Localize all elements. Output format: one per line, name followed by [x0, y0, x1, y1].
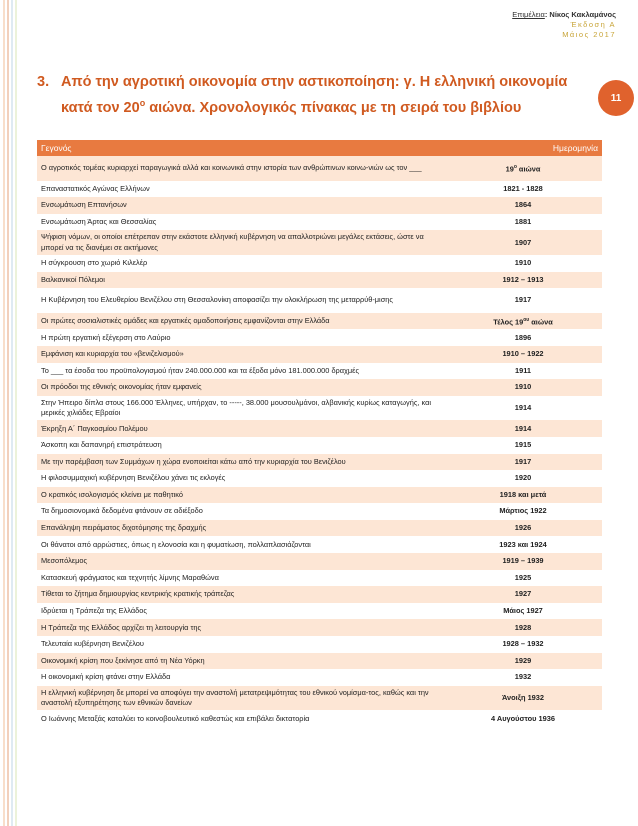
title-line-2: κατά τον $20^o$ αιώνα. Χρονολογικός πίνακας με τη σειρά του βιβλίου [61, 98, 522, 116]
table-row [37, 230, 602, 255]
date-cell: 1923 και 1924 [444, 536, 602, 553]
date-cell: 1821 - 1828 [444, 181, 602, 198]
event-cell: Η φιλοσυμμαχική κυβέρνηση Βενιζέλου χάνει τις εκλογές [37, 470, 444, 487]
page-title [37, 72, 597, 119]
date-cell: 1917 [444, 288, 602, 313]
date-cell: 1929 [444, 653, 602, 670]
table-row [37, 313, 602, 330]
event-cell: Οι πρόοδοι της εθνικής οικονομίας ήταν εμφανείς [37, 379, 444, 396]
event-cell: Άσκοπη και δαπανηρή επιστράτευση [37, 437, 444, 454]
table-row [37, 197, 602, 214]
date-cell: Άνοιξη 1932 [444, 686, 602, 711]
title-line-1: Από την αγροτική οικονομία στην αστικοποίηση: γ. Η ελληνική οικονομία [61, 74, 568, 90]
event-cell: Έκρηξη Α΄ Παγκοσμίου Πολέμου [37, 420, 444, 437]
date-cell: 1914 [444, 420, 602, 437]
table-body [37, 156, 602, 727]
event-cell: Τίθεται το ζήτημα δημιουργίας κεντρικής κρατικής τράπεζας [37, 586, 444, 603]
event-cell: Ενσωμάτωση Άρτας και Θεσσαλίας [37, 214, 444, 231]
event-cell: Επανάληψη πειράματος διχοτόμησης της δραχμής [37, 520, 444, 537]
date-cell: 1881 [444, 214, 602, 231]
event-cell: Ενσωμάτωση Επτανήσων [37, 197, 444, 214]
date-cell: $19^o$ αιώνα [444, 156, 602, 181]
event-cell: Ο κρατικός ισολογισμός κλείνει με παθητικό [37, 487, 444, 504]
date-cell: 1915 [444, 437, 602, 454]
event-cell: Η Τράπεζα της Ελλάδος αρχίζει τη λειτουργία της [37, 619, 444, 636]
table-row [37, 379, 602, 396]
table-row [37, 636, 602, 653]
table-row [37, 553, 602, 570]
table-row [37, 156, 602, 181]
table-row [37, 710, 602, 727]
table-row [37, 653, 602, 670]
decorative-side-lines [0, 0, 30, 826]
table-row [37, 288, 602, 313]
column-header-date: Ημερομηνία [444, 140, 602, 156]
table-row [37, 536, 602, 553]
event-cell: Οι θάνατοι από αρρώστιες, όπως η ελονοσία και η φυματίωση, πολλαπλασιάζονται [37, 536, 444, 553]
event-cell: Η οικονομική κρίση φτάνει στην Ελλάδα [37, 669, 444, 686]
table-row [37, 363, 602, 380]
table-row [37, 329, 602, 346]
date-cell: 1919 – 1939 [444, 553, 602, 570]
event-cell: Στην Ήπειρο δίπλα στους 166.000 Έλληνες, υπήρχαν, το -----, 38.000 μουσουλμάνοι, αλβανικής κυρίως καταγωγής, και μερικές χιλιάδες Εβραίοι [37, 396, 444, 421]
date-cell: 1928 – 1932 [444, 636, 602, 653]
date-cell: Μάρτιος 1922 [444, 503, 602, 520]
event-cell: Επαναστατικός Αγώνας Ελλήνων [37, 181, 444, 198]
table-row [37, 470, 602, 487]
event-cell: Οικονομική κρίση που ξεκίνησε από τη Νέα Υόρκη [37, 653, 444, 670]
table-row [37, 503, 602, 520]
date-cell: 1920 [444, 470, 602, 487]
date-cell: 1896 [444, 329, 602, 346]
event-cell: Η Κυβέρνηση του Ελευθερίου Βενιζέλου στη Θεσσαλονίκη αποφασίζει την ολοκλήρωση της μεταρρύθ-μισης [37, 288, 444, 313]
table-row [37, 272, 602, 289]
date-cell: 1914 [444, 396, 602, 421]
table-row [37, 619, 602, 636]
edition-date: Μάιος 2017 [562, 30, 616, 39]
page-header [512, 10, 616, 40]
table-row [37, 669, 602, 686]
date-cell: Τέλος $19^{o\upsilon}$ αιώνα [444, 313, 602, 330]
table-row [37, 255, 602, 272]
chronology-table [37, 140, 602, 727]
date-cell: 1907 [444, 230, 602, 255]
table-row [37, 454, 602, 471]
date-cell: 1917 [444, 454, 602, 471]
table-row [37, 214, 602, 231]
date-cell: 1910 [444, 255, 602, 272]
table-row [37, 346, 602, 363]
date-cell: Μάιος 1927 [444, 603, 602, 620]
event-cell: Η σύγκρουση στο χωριό Κιλελέρ [37, 255, 444, 272]
date-cell: 1918 και μετά [444, 487, 602, 504]
event-cell: Ο αγροτικός τομέας κυριαρχεί παραγωγικά αλλά και κοινωνικά στην ιστορία των ανθρώπινων κοινω-νιών ως τον ___ [37, 156, 444, 181]
section-number: 3. [37, 74, 50, 90]
event-cell: Οι πρώτες σοσιαλιστικές ομάδες και εργατικές ομαδοποιήσεις εμφανίζονται στην Ελλάδα [37, 313, 444, 330]
date-cell: 1927 [444, 586, 602, 603]
event-cell: Βαλκανικοί Πόλεμοι [37, 272, 444, 289]
table-header-row [37, 140, 602, 156]
editor-credit: Επιμέλεια: Νίκος Κακλαμάνος [512, 10, 616, 19]
event-cell: Η ελληνική κυβέρνηση δε μπορεί να αποφύγει την αναστολή μετατρεψιμότητας του εθνικού νομίσμα-τος, καθώς και την αναστολή εξυπηρέτησης των εθνικών δανείων [37, 686, 444, 711]
event-cell: Μεσοπόλεμος [37, 553, 444, 570]
event-cell: Τα δημοσιονομικά δεδομένα φτάνουν σε αδιέξοδο [37, 503, 444, 520]
event-cell: Ιδρύεται η Τράπεζα της Ελλάδος [37, 603, 444, 620]
date-cell: 1910 – 1922 [444, 346, 602, 363]
date-cell: 4 Αυγούστου 1936 [444, 710, 602, 727]
date-cell: 1864 [444, 197, 602, 214]
table-row [37, 420, 602, 437]
event-cell: Ψήφιση νόμων, οι οποίοι επέτρεπαν στην εκάστοτε ελληνική κυβέρνηση να απαλλοτριώνει μεγάλες εκτάσεις, ώστε να μπορεί να τις διανέμει σε ακτήμονες [37, 230, 444, 255]
page-number-badge: 11 [598, 80, 634, 116]
event-cell: Κατασκευή φράγματος και τεχνητής λίμνης Μαραθώνα [37, 570, 444, 587]
table-row [37, 520, 602, 537]
column-header-event: Γεγονός [37, 140, 444, 156]
table-row [37, 603, 602, 620]
date-cell: 1910 [444, 379, 602, 396]
table-row [37, 437, 602, 454]
event-cell: Ο Ιωάννης Μεταξάς καταλύει το κοινοβουλευτικό καθεστώς και επιβάλει δικτατορία [37, 710, 444, 727]
event-cell: Η πρώτη εργατική εξέγερση στο Λαύριο [37, 329, 444, 346]
edition-label: Έκδοση Α [570, 20, 616, 29]
table-row [37, 686, 602, 711]
event-cell: Τελευταία κυβέρνηση Βενιζέλου [37, 636, 444, 653]
table-row [37, 181, 602, 198]
table-row [37, 586, 602, 603]
event-cell: Με την παρέμβαση των Συμμάχων η χώρα ενοποιείται κάτω από την κυριαρχία του Βενιζέλου [37, 454, 444, 471]
event-cell: Το ___ τα έσοδα του προϋπολογισμού ήταν 240.000.000 και τα έξοδα μόνο 181.000.000 δραχμές [37, 363, 444, 380]
table-row [37, 396, 602, 421]
date-cell: 1926 [444, 520, 602, 537]
event-cell: Εμφάνιση και κυριαρχία του «βενιζελισμού» [37, 346, 444, 363]
date-cell: 1911 [444, 363, 602, 380]
table-row [37, 570, 602, 587]
table-row [37, 487, 602, 504]
date-cell: 1912 – 1913 [444, 272, 602, 289]
date-cell: 1925 [444, 570, 602, 587]
date-cell: 1928 [444, 619, 602, 636]
date-cell: 1932 [444, 669, 602, 686]
